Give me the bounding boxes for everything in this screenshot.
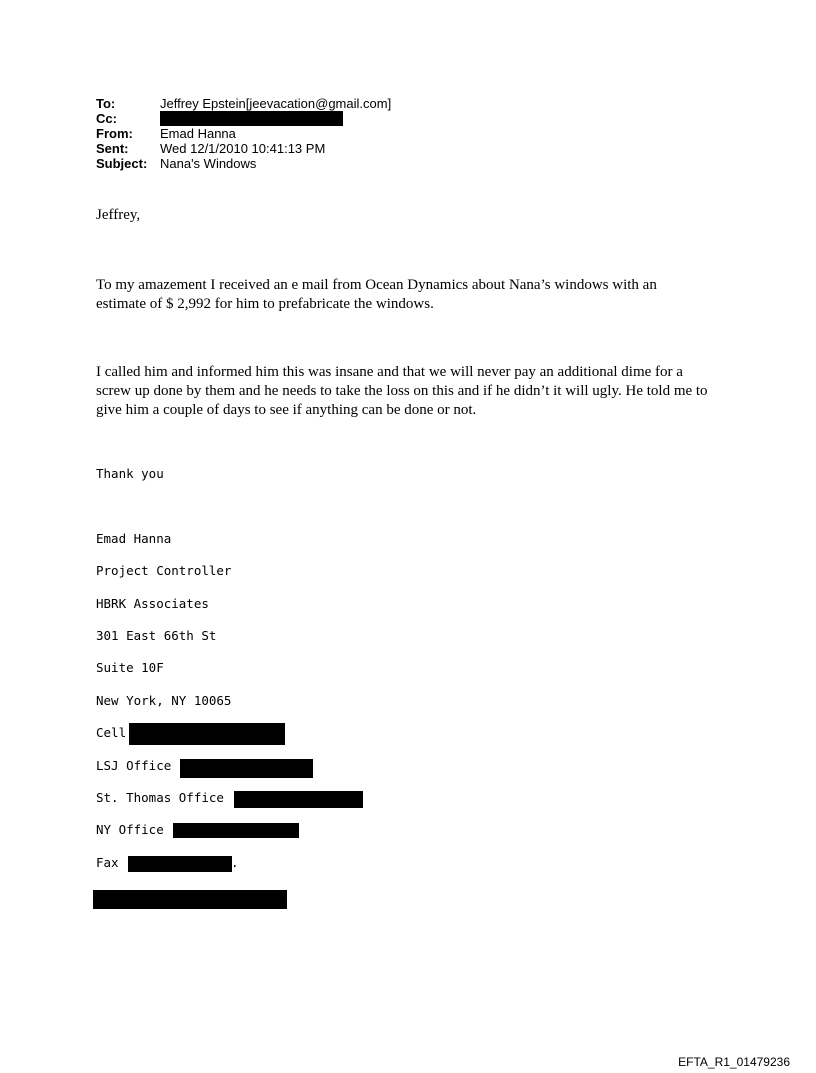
cc-redaction [160, 111, 343, 126]
fax-label: Fax [96, 855, 119, 870]
signature-address-1: 301 East 66th St [96, 628, 217, 643]
sent-label: Sent: [96, 141, 129, 156]
from-value: Emad Hanna [160, 126, 236, 141]
signature-address-2: Suite 10F [96, 660, 164, 675]
email-header [96, 96, 391, 171]
signature-redaction [93, 890, 287, 909]
ny-office-redaction [173, 823, 299, 838]
paragraph-2: I called him and informed him this was insane and that we will never pay an additional dime for a screw up done by them and he needs to take the loss on this and if he didn’t it will ugly. He told me to give him a couple of days to see if anything can be done or not. [96, 364, 708, 418]
sent-value: Wed 12/1/2010 10:41:13 PM [160, 141, 326, 156]
cell-label: Cell [96, 725, 127, 740]
signature-company: HBRK Associates [96, 596, 209, 611]
signature-title: Project Controller [96, 563, 232, 578]
from-row [96, 126, 391, 141]
signature-city: New York, NY 10065 [96, 693, 232, 708]
from-label: From: [96, 126, 133, 141]
subject-row [96, 156, 391, 171]
ny-office-label: NY Office [96, 822, 164, 837]
st-thomas-office-label: St. Thomas Office [96, 790, 224, 805]
subject-label: Subject: [96, 156, 148, 171]
fax-suffix: . [231, 855, 239, 870]
paragraph-1: To my amazement I received an e mail from Ocean Dynamics about Nana’s windows with an estimate of $ 2,992 for him to prefabricate the windows. [96, 277, 657, 312]
to-value: Jeffrey Epstein[jeevacation@gmail.com] [160, 96, 392, 111]
cc-label: Cc: [96, 111, 117, 126]
subject-value: Nana's Windows [160, 156, 257, 171]
fax-redaction [128, 856, 232, 872]
lsj-office-label: LSJ Office [96, 758, 172, 773]
sent-row [96, 141, 391, 156]
greeting: Jeffrey, [96, 207, 141, 223]
to-row [96, 96, 391, 111]
st-thomas-office-redaction [234, 791, 363, 808]
to-label: To: [96, 96, 116, 111]
closing: Thank you [96, 466, 164, 481]
signature-name: Emad Hanna [96, 531, 172, 546]
cell-redaction [129, 723, 285, 745]
lsj-office-redaction [180, 759, 313, 778]
document-id: EFTA_R1_01479236 [678, 1055, 790, 1069]
